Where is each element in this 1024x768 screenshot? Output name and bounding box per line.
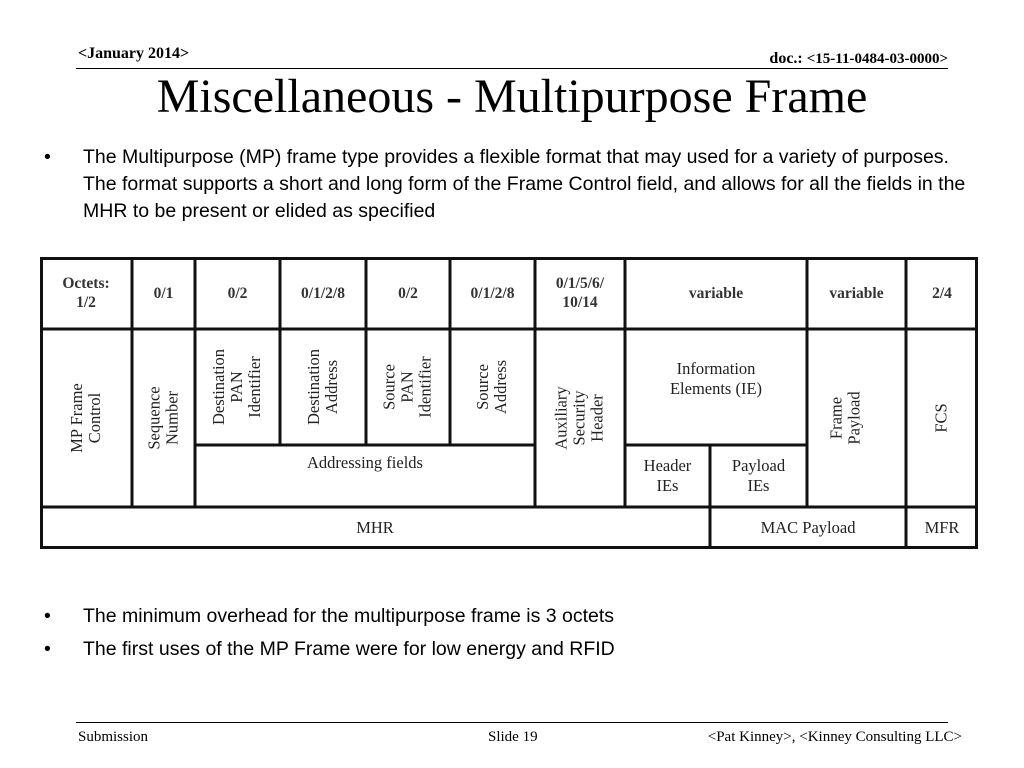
field-text: Frame bbox=[826, 396, 846, 440]
field-dest-address bbox=[280, 329, 366, 445]
bullet-text: The minimum overhead for the multipurpose frame is 3 octets bbox=[83, 605, 615, 627]
octets-sequence: 0/1 bbox=[153, 284, 174, 302]
bullet-item bbox=[40, 603, 980, 630]
bullet-marker: • bbox=[44, 638, 51, 660]
footer-author: <Pat Kinney>, <Kinney Consulting LLC> bbox=[707, 729, 962, 745]
top-bullet-list bbox=[40, 144, 980, 225]
field-text: IEs bbox=[656, 476, 679, 495]
octets-header-cell bbox=[40, 257, 132, 329]
octets-aux-security bbox=[535, 257, 625, 329]
field-text: PAN bbox=[397, 371, 417, 403]
footer-submission: Submission bbox=[78, 729, 149, 745]
bullet-item bbox=[40, 144, 980, 225]
octets-src-addr: 0/1/2/8 bbox=[470, 284, 515, 302]
field-payload-ies bbox=[710, 445, 807, 507]
field-text: Information bbox=[676, 359, 756, 378]
field-text: MP Frame bbox=[66, 383, 86, 453]
octets-aux-line1: 0/1/5/6/ bbox=[555, 275, 605, 292]
field-text: Auxiliary bbox=[552, 386, 571, 450]
doc-code: <15-11-0484-03-0000> bbox=[806, 51, 948, 67]
header-doc-id bbox=[769, 50, 948, 68]
field-mp-frame-control bbox=[40, 329, 132, 507]
field-src-address bbox=[450, 329, 535, 445]
field-src-pan-id bbox=[366, 329, 450, 445]
bullet-marker: • bbox=[44, 146, 51, 168]
bullet-text: The first uses of the MP Frame were for low energy and RFID bbox=[83, 638, 615, 660]
field-fcs bbox=[906, 329, 978, 507]
header-date: <January 2014> bbox=[78, 45, 190, 62]
field-text: Identifier bbox=[415, 356, 435, 418]
field-text: Payload bbox=[731, 456, 786, 475]
octets-dest-pan: 0/2 bbox=[227, 284, 248, 302]
field-text: Elements (IE) bbox=[669, 379, 763, 398]
field-sequence-number bbox=[132, 329, 195, 507]
bullet-text: The Multipurpose (MP) frame type provides a flexible format that may used for a variety of purposes. The format supports a short and long form of the Frame Control field, and allows for all the fields in the MHR to be present or elided as specified bbox=[83, 146, 966, 222]
slide-title: Miscellaneous - Multipurpose Frame bbox=[156, 70, 868, 123]
field-text: Payload bbox=[844, 391, 864, 445]
octets-aux-line2: 10/14 bbox=[562, 294, 598, 311]
field-text: Control bbox=[84, 392, 104, 444]
field-text: Address bbox=[321, 359, 341, 415]
footer-rule bbox=[76, 722, 948, 723]
footer-slide-number: Slide 19 bbox=[488, 729, 538, 745]
field-dest-pan-id bbox=[195, 329, 280, 445]
octets-src-pan: 0/2 bbox=[398, 284, 418, 302]
doc-label: doc.: bbox=[769, 50, 807, 67]
field-text: Destination bbox=[303, 348, 323, 426]
bottom-bullet-list bbox=[40, 603, 980, 669]
frame-format-diagram bbox=[40, 257, 978, 549]
field-text: FCS bbox=[931, 403, 951, 433]
field-text: Number bbox=[162, 390, 182, 446]
field-text: Destination bbox=[209, 348, 229, 426]
field-frame-payload bbox=[807, 329, 906, 507]
field-text: Sequence bbox=[144, 386, 164, 450]
octets-dest-addr: 0/1/2/8 bbox=[301, 284, 345, 302]
field-text: PAN bbox=[227, 371, 247, 403]
field-text: IEs bbox=[747, 476, 770, 495]
field-text: Header bbox=[643, 456, 692, 475]
field-header-ies bbox=[625, 445, 710, 507]
field-text: Security bbox=[570, 390, 589, 446]
octets-label: Octets: bbox=[62, 275, 110, 292]
group-mac-payload: MAC Payload bbox=[760, 518, 856, 537]
group-mfr: MFR bbox=[924, 518, 960, 537]
field-text: Header bbox=[588, 394, 607, 442]
field-addressing-fields: Addressing fields bbox=[307, 453, 423, 472]
field-aux-security-header bbox=[535, 329, 625, 507]
octets-frame-control: 1/2 bbox=[76, 294, 96, 311]
field-information-elements bbox=[625, 329, 807, 445]
bullet-marker: • bbox=[44, 605, 51, 627]
field-text: Identifier bbox=[245, 356, 265, 418]
octets-ie: variable bbox=[688, 284, 744, 302]
octets-frame-payload: variable bbox=[829, 284, 884, 302]
bullet-item bbox=[40, 636, 980, 663]
octets-fcs: 2/4 bbox=[932, 284, 952, 302]
field-text: Source bbox=[379, 364, 399, 410]
group-mhr: MHR bbox=[356, 518, 394, 537]
field-text: Address bbox=[491, 359, 511, 415]
field-text: Source bbox=[473, 364, 493, 410]
